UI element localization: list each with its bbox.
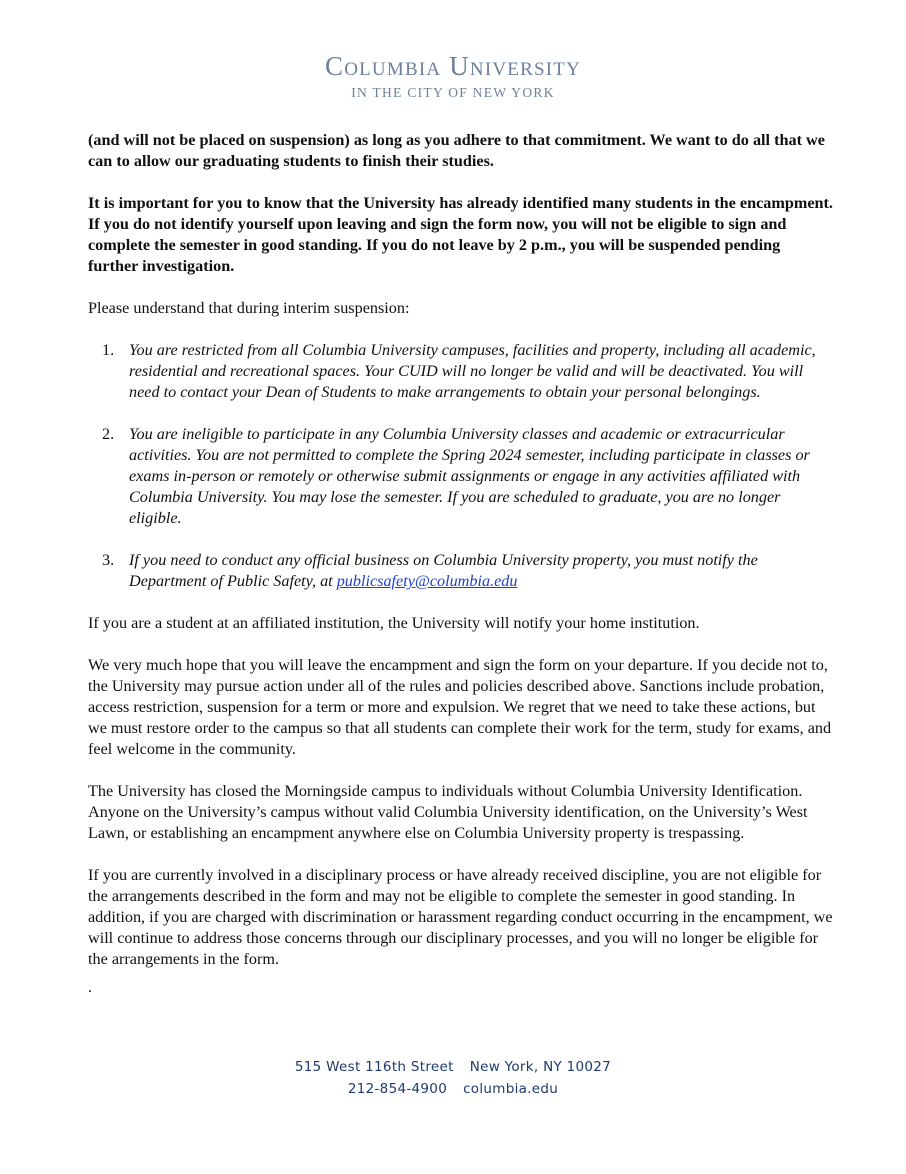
list-item-text: If you need to conduct any official business on Columbia University property, you must notify the Department of Public Safety, at [129,551,758,590]
list-item-text: You are restricted from all Columbia University campuses, facilities and property, including all academic, residential and recreational spaces. Your CUID will no longer be valid and will be deactivated. You will need to contact your Dean of Students to make arrangements to obtain your personal belongings. [129,341,816,401]
list-number: 2. [102,425,115,443]
paragraph-identified: It is important for you to know that the University has already identified many students in the encampment. If you do not identify yourself upon leaving and sign the form now, you will not be eligible to sign and complete the semester in good standing. If you do not leave by 2 p.m., you will be suspended pending further investigation. [88,194,833,275]
footer-street: 515 West 116th Street [294,1059,454,1075]
suspension-terms-list [88,340,834,592]
paragraph-leave-encampment: We very much hope that you will leave the encampment and sign the form on your departure. If you decide not to, the University may pursue action under all of the rules and policies described above. Sanctions include probation, access restriction, suspension for a term or more and expulsion. We regret that we need to take these actions, but we must restore order to the campus so that all students can complete their work for the term, study for exams, and feel welcome in the community. [88,656,832,758]
letterhead-subtitle: IN THE CITY OF NEW YORK [351,85,555,100]
list-item [88,340,834,403]
letterhead-title: Columbia University [325,51,581,81]
footer [0,1056,906,1100]
paragraph-affiliated: If you are a student at an affiliated institution, the University will notify your home institution. [88,614,700,632]
letterhead [0,50,906,102]
stray-period: . [88,978,93,996]
footer-phone: 212-854-4900 [347,1081,448,1097]
paragraph-commitment: (and will not be placed on suspension) as long as you adhere to that commitment. We want to do all that we can to allow our graduating students to finish their studies. [88,131,825,170]
list-number: 1. [102,341,115,359]
list-item [88,424,834,529]
footer-city: New York, NY 10027 [469,1059,612,1075]
paragraph-disciplinary: If you are currently involved in a disciplinary process or have already received discipline, you are not eligible for the arrangements described in the form and may not be eligible to complete the semester in good standing. In addition, if you are charged with discrimination or harassment regarding conduct occurring in the encampment, we will continue to address those concerns through our disciplinary processes, and you will no longer be eligible for the arrangements in the form. [88,866,833,968]
letter-body [88,130,834,998]
paragraph-interim-intro: Please understand that during interim suspension: [88,299,410,317]
list-item [88,550,834,592]
list-number: 3. [102,551,115,569]
paragraph-campus-closed: The University has closed the Morningside campus to individuals without Columbia University Identification. Anyone on the University’s campus without valid Columbia University identification, on the University’s West Lawn, or establishing an encampment anywhere else on Columbia University property is trespassing. [88,782,808,842]
list-item-text: You are ineligible to participate in any Columbia University classes and academic or extracurricular activities. You are not permitted to complete the Spring 2024 semester, including participate in classes or exams in-person or remotely or otherwise submit assignments or engage in any activities affiliated with Columbia University. You may lose the semester. If you are scheduled to graduate, you are no longer eligible. [129,425,810,527]
footer-website: columbia.edu [463,1081,559,1097]
public-safety-email-link[interactable]: publicsafety@columbia.edu [336,572,518,590]
footer-address-line [0,1056,906,1078]
footer-contact-line [0,1078,906,1100]
